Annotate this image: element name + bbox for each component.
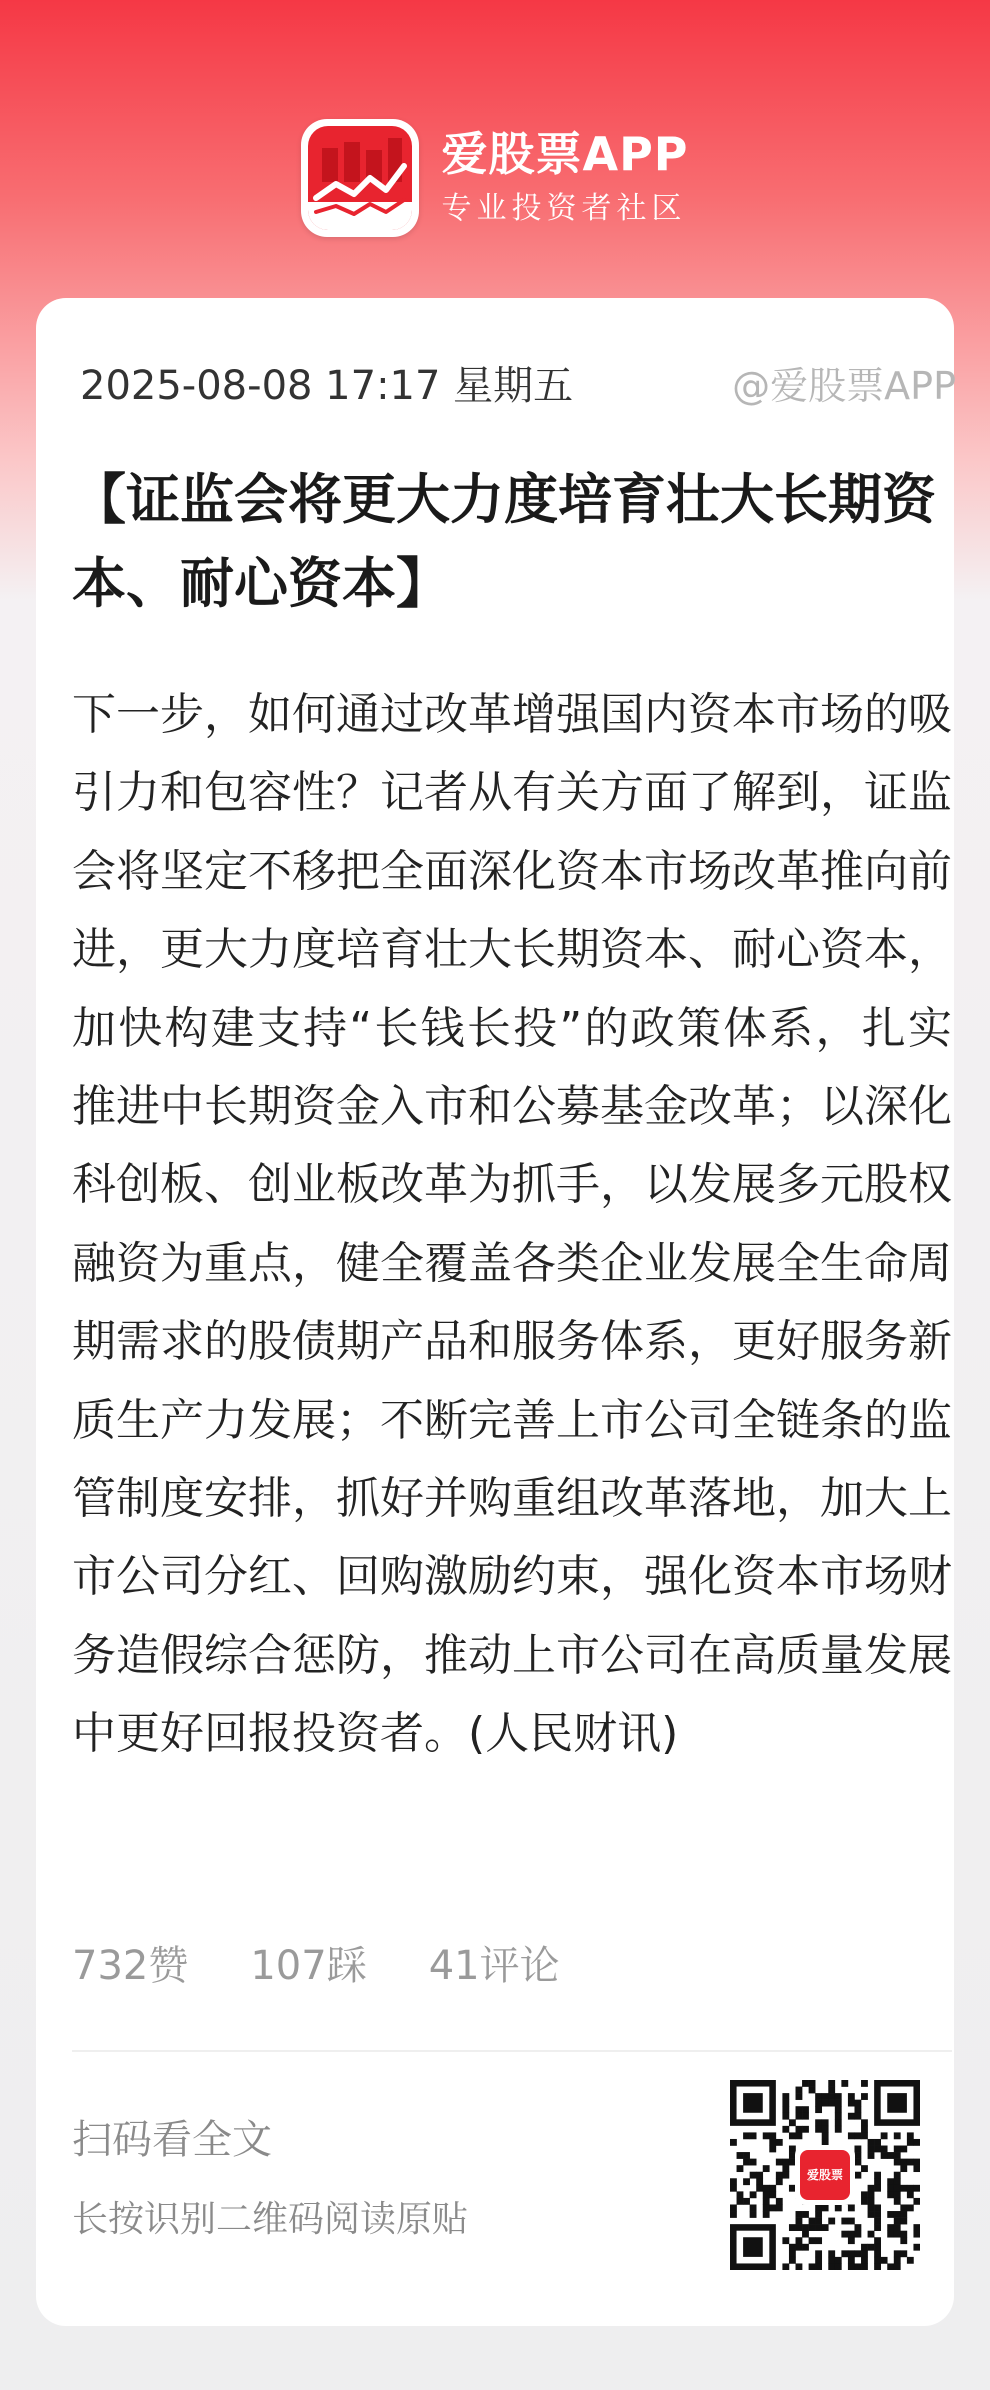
app-name: 爱股票APP (441, 127, 689, 181)
post-card (36, 298, 954, 2326)
stock-chart-logo-icon (308, 126, 412, 230)
like-count[interactable]: 732赞 (72, 1942, 189, 1989)
qr-badge-label: 爱股票 (800, 2150, 850, 2200)
app-brand-header (0, 118, 990, 238)
app-slogan: 专业投资者社区 (441, 191, 687, 226)
scan-hint: 长按识别二维码阅读原贴 (72, 2199, 469, 2240)
post-meta (80, 356, 956, 408)
app-logo (301, 119, 419, 237)
post-body: 下一步，如何通过改革增强国内资本市场的吸引力和包容性？记者从有关方面了解到，证监会将坚定不移把全面深化资本市场改革推向前进，更大力度培育壮大长期资本、耐心资本，加快构建支持“长钱长投”的政策体系，扎实推进中长期资金入市和公募基金改革；以深化科创板、创业板改革为抓手，以发展多元股权融资为重点，健全覆盖各类企业发展全生命周期需求的股债期产品和服务体系，更好服务新质生产力发展；不断完善上市公司全链条的监管制度安排，抓好并购重组改革落地，加大上市公司分红、回购激励约束，强化资本市场财务造假综合惩防，推动上市公司在高质量发展中更好回报投资者。(人民财讯) (72, 689, 952, 1760)
scan-title: 扫码看全文 (72, 2117, 272, 2163)
post-title: 【证监会将更大力度培育壮大长期资本、耐心资本】 (72, 468, 936, 615)
dislike-count[interactable]: 107踩 (250, 1942, 367, 1989)
qr-code[interactable] (730, 2080, 920, 2270)
qr-center-logo (795, 2145, 855, 2205)
post-datetime: 2025-08-08 17:17 星期五 (80, 362, 574, 409)
divider (72, 2050, 952, 2052)
post-source: @爱股票APP (732, 363, 956, 408)
comment-count[interactable]: 41评论 (428, 1942, 560, 1989)
post-stats (72, 1934, 622, 1990)
